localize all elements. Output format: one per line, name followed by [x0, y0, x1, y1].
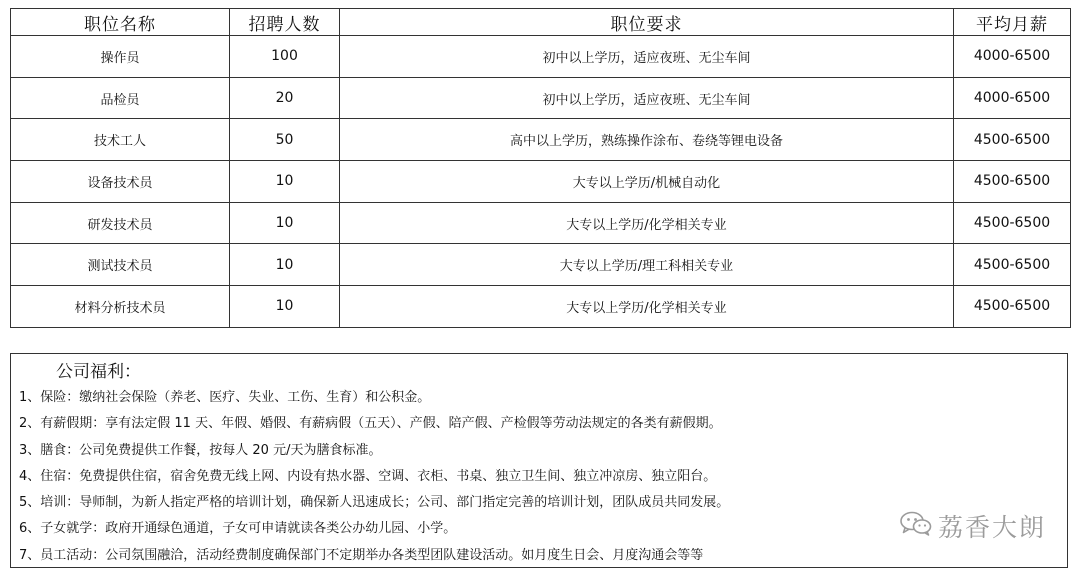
cell-requirement: 初中以上学历，适应夜班、无尘车间	[340, 36, 954, 78]
benefit-item: 2、有薪假期：享有法定假 11 天、年假、婚假、有薪病假（五天）、产假、陪产假、产检假等劳动法规定的各类有薪假期。	[19, 416, 722, 432]
benefit-item: 1、保险：缴纳社会保险（养老、医疗、失业、工伤、生育）和公积金。	[19, 390, 431, 405]
header-count: 招聘人数	[230, 9, 340, 36]
cell-salary: 4000-6500	[954, 77, 1071, 119]
table-row	[11, 286, 1071, 328]
table-row	[11, 161, 1071, 203]
cell-position: 技术工人	[11, 119, 230, 161]
watermark-text: 荔香大朗	[937, 513, 1046, 542]
table-row	[11, 244, 1071, 286]
cell-requirement: 大专以上学历/化学相关专业	[340, 286, 954, 328]
cell-count: 50	[230, 119, 340, 161]
cell-position: 设备技术员	[11, 161, 230, 203]
header-requirement: 职位要求	[340, 9, 954, 36]
cell-salary: 4500-6500	[954, 161, 1071, 203]
cell-count: 10	[230, 286, 340, 328]
benefits-list	[19, 385, 729, 569]
table-row	[11, 77, 1071, 119]
cell-requirement: 初中以上学历，适应夜班、无尘车间	[340, 77, 954, 119]
header-salary: 平均月薪	[954, 9, 1071, 36]
cell-position: 研发技术员	[11, 202, 230, 244]
cell-position: 品检员	[11, 77, 230, 119]
cell-count: 10	[230, 202, 340, 244]
cell-count: 10	[230, 161, 340, 203]
cell-requirement: 大专以上学历/化学相关专业	[340, 202, 954, 244]
benefits-title: 公司福利：	[56, 362, 141, 382]
cell-position: 操作员	[11, 36, 230, 78]
wechat-icon	[900, 511, 932, 541]
cell-requirement: 大专以上学历/机械自动化	[340, 161, 954, 203]
cell-position: 测试技术员	[11, 244, 230, 286]
table-row	[11, 36, 1071, 78]
cell-count: 20	[230, 77, 340, 119]
cell-count: 100	[230, 36, 340, 78]
table-header-row	[11, 9, 1071, 36]
cell-salary: 4500-6500	[954, 286, 1071, 328]
cell-salary: 4000-6500	[954, 36, 1071, 78]
table-row	[11, 119, 1071, 161]
benefit-item: 3、膳食：公司免费提供工作餐，按每人 20 元/天为膳食标准。	[19, 442, 382, 458]
cell-salary: 4500-6500	[954, 244, 1071, 286]
benefit-item: 6、子女就学：政府开通绿色通道，子女可申请就读各类公办幼儿园、小学。	[19, 521, 457, 537]
benefit-item: 7、员工活动：公司氛围融洽，活动经费制度确保部门不定期举办各类型团队建设活动。如月度生日会、月度沟通会等等	[19, 547, 704, 563]
header-position: 职位名称	[11, 9, 230, 36]
cell-position: 材料分析技术员	[11, 286, 230, 328]
cell-salary: 4500-6500	[954, 202, 1071, 244]
cell-count: 10	[230, 244, 340, 286]
cell-requirement: 大专以上学历/理工科相关专业	[340, 244, 954, 286]
job-table	[10, 8, 1071, 328]
benefit-item: 5、培训：导师制，为新人指定严格的培训计划，确保新人迅速成长；公司、部门指定完善的培训计划，团队成员共同发展。	[19, 495, 730, 511]
cell-requirement: 高中以上学历，熟练操作涂布、卷绕等锂电设备	[340, 119, 954, 161]
benefit-item: 4、住宿：免费提供住宿，宿舍免费无线上网、内设有热水器、空调、衣柜、书桌、独立卫生间、独立冲凉房、独立阳台。	[19, 468, 717, 484]
cell-salary: 4500-6500	[954, 119, 1071, 161]
watermark	[900, 508, 1046, 544]
table-row	[11, 202, 1071, 244]
